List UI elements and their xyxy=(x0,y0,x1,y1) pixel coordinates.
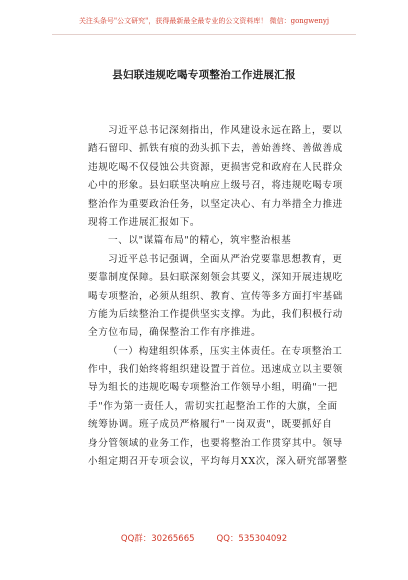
section-heading: 一、以"谋篇布局"的精心，筑牢整治根基 xyxy=(108,235,292,247)
subsection-line: （一）构建组织体系，压实主体责任。在专项整治工 xyxy=(108,345,343,357)
paragraph-line: 导为组长的违规吃喝专项整治工作领导小组，明确"一把 xyxy=(88,382,338,394)
paragraph-line: 心中的形象。县妇联坚决响应上级号召，将违规吃喝专项 xyxy=(88,180,343,192)
paragraph-line: 违规吃喝不仅侵蚀公共资源，更损害党和政府在人民群众 xyxy=(88,161,343,173)
paragraph-line: 方能为后续整治工作提供坚实支撑。为此，我们积极行动 xyxy=(88,308,343,320)
paragraph-line: 现将工作进展汇报如下。 xyxy=(88,216,201,228)
header-divider xyxy=(52,34,356,35)
paragraph-line: 全方位布局，确保整治工作有序推进。 xyxy=(88,327,262,339)
paragraph-line: 踏石留印、抓铁有痕的劲头抓下去，善始善终、善做善成 xyxy=(88,143,343,155)
paragraph-line: 统筹协调。班子成员严格履行"一岗双责"，既要抓好自 xyxy=(88,419,333,431)
paragraph-line: 整治作为重要政治任务，以坚定决心、有力举措全力推进 xyxy=(88,198,343,210)
paragraph-line: 小组定期召开专项会议，平均每月XX次，深入研究部署整 xyxy=(88,456,348,468)
paragraph-line: 作中，我们始终将组织建设置于首位。迅速成立以主要领 xyxy=(88,364,343,376)
paragraph-line: 喝专项整治，必须从组织、教育、宣传等多方面打牢基础 xyxy=(88,290,343,302)
paragraph-line: 手"作为第一责任人，需切实扛起整治工作的大旗，全面 xyxy=(88,400,338,412)
paragraph-line: 要靠制度保障。县妇联深刻领会其要义，深知开展违规吃 xyxy=(88,272,343,284)
document-title: 县妇联违规吃喝专项整治工作进展汇报 xyxy=(112,69,296,81)
document-body xyxy=(88,122,348,471)
paragraph-line: 身分管领域的业务工作，也要将整治工作贯穿其中。领导 xyxy=(88,437,343,449)
footer-qq-number: QQ：535304092 xyxy=(216,534,288,544)
footer-qq-group: QQ群：30265665 xyxy=(120,534,195,544)
paragraph-line: 习近平总书记深刻指出，作风建设永远在路上，要以 xyxy=(108,125,343,136)
footer-contact xyxy=(0,532,408,544)
header-banner: 关注头条号"公文研究"，获得最新最全最专业的公文资料库！ 微信：gongwenyj xyxy=(78,17,330,25)
paragraph-line: 习近平总书记强调，全面从严治党要靠思想教育，更 xyxy=(108,253,343,265)
